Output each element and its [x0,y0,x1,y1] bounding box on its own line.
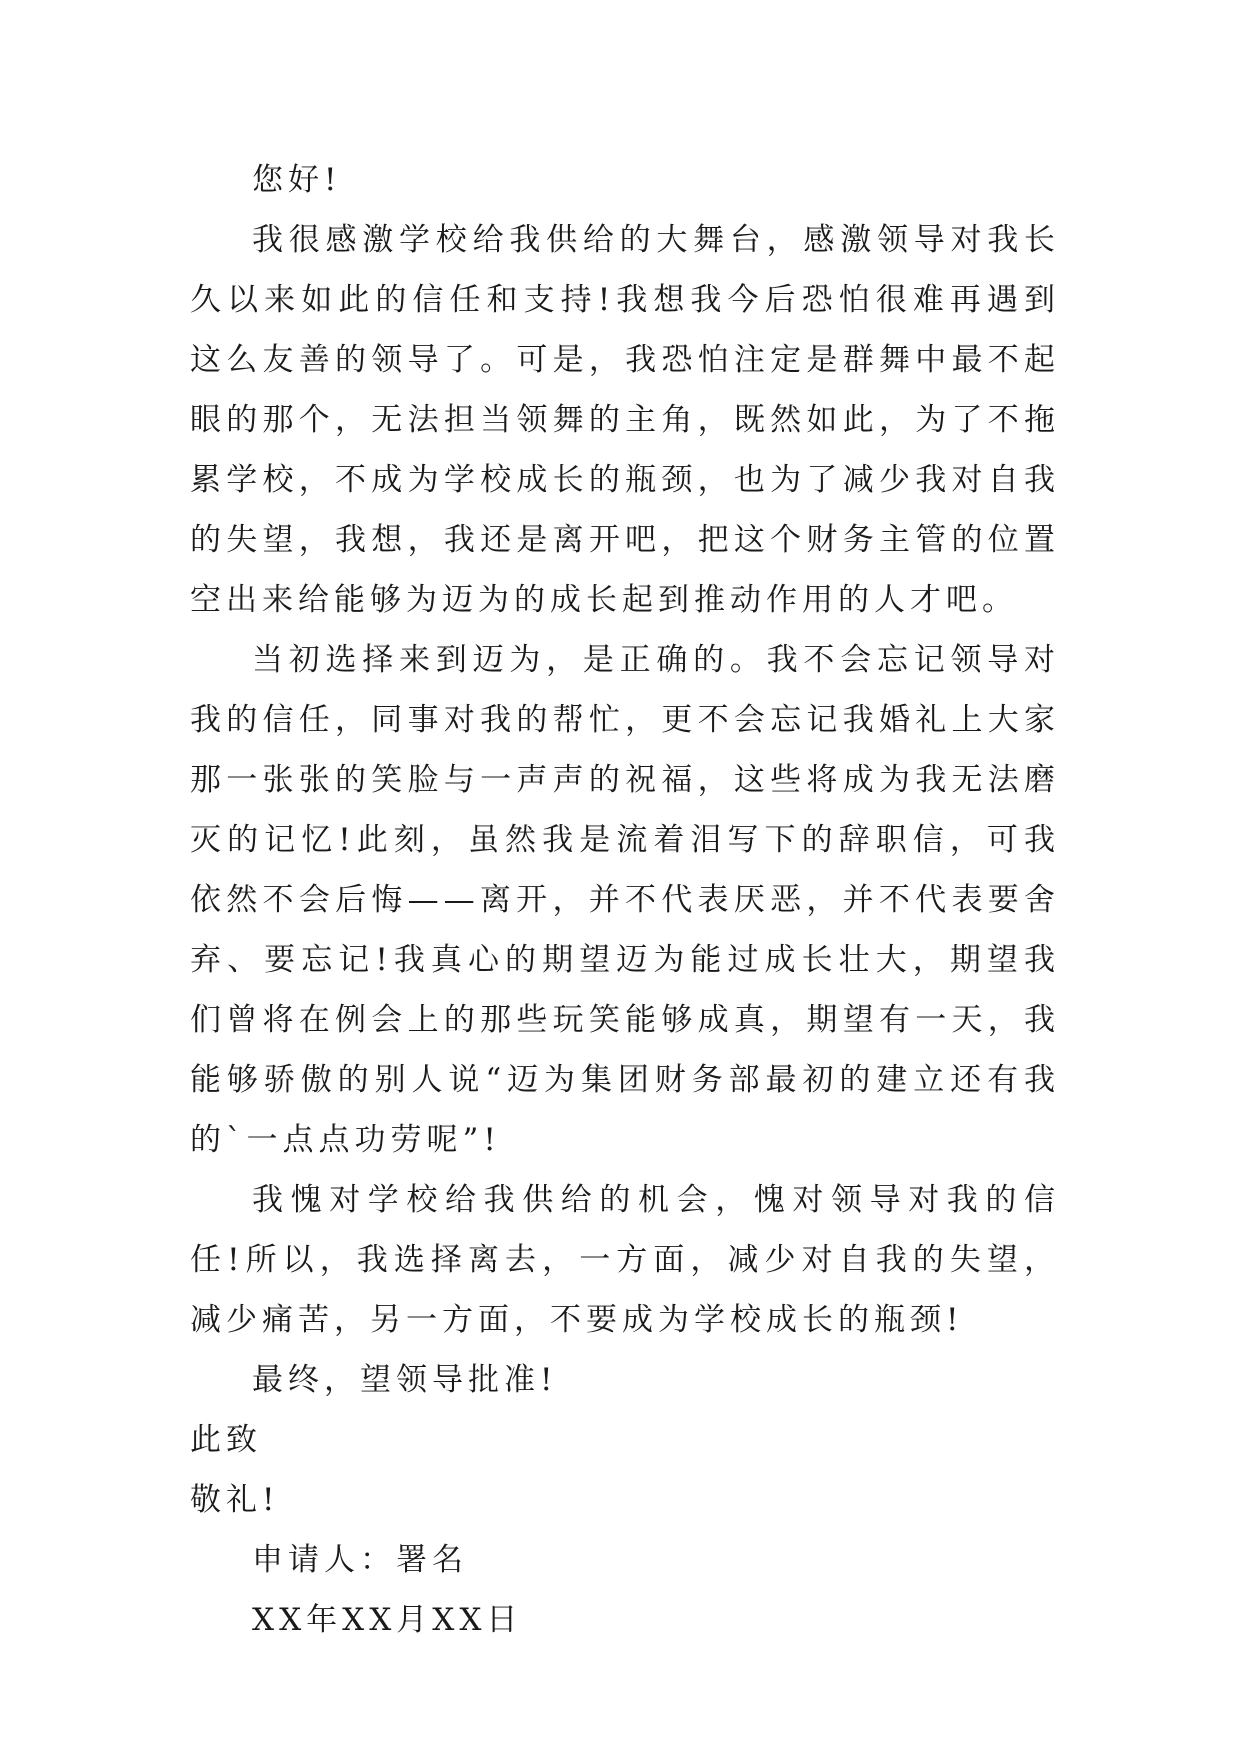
body-paragraph-4: 最终，望领导批准! [252,1362,558,1398]
closing-regards: 敬礼! [190,1482,280,1518]
closing-salutation: 此致 [190,1422,262,1458]
signature-line: 申请人：署名 [252,1542,468,1578]
body-paragraph-1: 我很感激学校给我供给的大舞台，感激领导对我长久以来如此的信任和支持!我想我今后恐怕很难再遇到这么友善的领导了。可是，我恐怕注定是群舞中最不起眼的那个，无法担当领舞的主角，既然如此，为了不拖累学校，不成为学校成长的瓶颈，也为了减少我对自我的失望，我想，我还是离开吧，把这个财务主管的位置空出来给能够为迈为的成长起到推动作用的人才吧。 [190,222,1060,618]
body-paragraph-3: 我愧对学校给我供给的机会，愧对领导对我的信任!所以，我选择离去，一方面，减少对自我的失望，减少痛苦，另一方面，不要成为学校成长的瓶颈! [190,1182,1060,1338]
date-line: XX年XX月XX日 [252,1602,523,1638]
resignation-letter [190,150,1060,1650]
body-paragraph-2: 当初选择来到迈为，是正确的。我不会忘记领导对我的信任，同事对我的帮忙，更不会忘记我婚礼上大家那一张张的笑脸与一声声的祝福，这些将成为我无法磨灭的记忆!此刻，虽然我是流着泪写下的辞职信，可我依然不会后悔——离开，并不代表厌恶，并不代表要舍弃、要忘记!我真心的期望迈为能过成长壮大，期望我们曾将在例会上的那些玩笑能够成真，期望有一天，我能够骄傲的别人说“迈为集团财务部最初的建立还有我的`一点点功劳呢”! [190,642,1060,1158]
greeting: 您好! [252,162,342,198]
